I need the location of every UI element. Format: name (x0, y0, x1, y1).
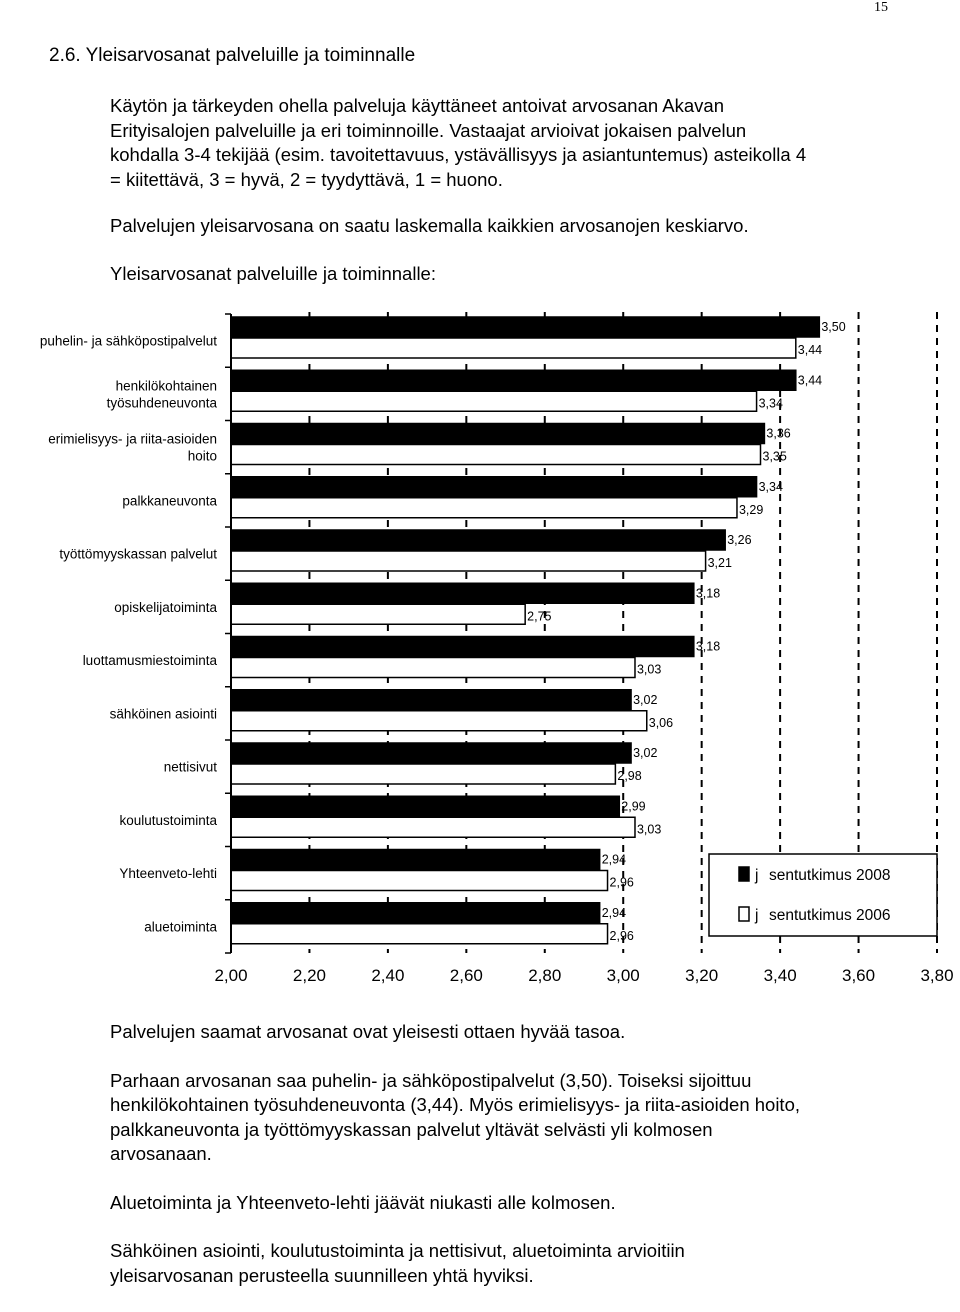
category-label: työttömyyskassan palvelut (59, 546, 217, 562)
x-tick-label: 2,60 (449, 966, 483, 985)
data-label: 3,03 (636, 662, 662, 677)
bar-2006 (231, 445, 761, 465)
legend-marker: j (755, 907, 759, 924)
category-label: opiskelijatoiminta (114, 599, 217, 615)
data-label: 3,21 (707, 556, 732, 570)
bar-2006 (231, 338, 796, 358)
bar-2008 (231, 903, 600, 923)
x-tick-label: 2,80 (528, 966, 562, 985)
data-label: 3,29 (738, 502, 764, 517)
x-tick-label: 2,40 (371, 966, 405, 985)
category-label: hoito (187, 448, 217, 464)
bar-2008 (231, 583, 694, 603)
bar-2008 (231, 637, 694, 657)
data-label: 3,34 (758, 396, 783, 411)
x-tick-label: 2,20 (292, 966, 326, 985)
conclusion-line: Palvelujen saamat arvosanat ovat yleisesti ottaen hyvää tasoa. (110, 1021, 626, 1042)
category-label: nettisivut (163, 759, 217, 775)
data-label: 2,96 (609, 928, 634, 943)
conclusion-paragraph (110, 1191, 910, 1216)
data-label: 2,99 (621, 799, 646, 814)
bar-2006 (231, 658, 635, 678)
legend-swatch (739, 867, 749, 881)
data-label: 3,03 (636, 822, 662, 837)
category-label: erimielisyys- ja riita-asioiden (48, 431, 217, 447)
conclusion-line: Aluetoiminta ja Yhteenveto-lehti jäävät niukasti alle kolmosen. (110, 1191, 616, 1213)
bar-2006 (231, 764, 615, 784)
legend-label: sentutkimus 2008 (769, 867, 891, 884)
category-label: Yhteenveto-lehti (119, 866, 217, 882)
bar-2008 (231, 796, 619, 816)
data-label: 3,18 (695, 639, 721, 654)
x-tick-label: 3,40 (763, 966, 797, 985)
category-label: sähköinen asiointi (109, 706, 217, 722)
conclusion-paragraph (110, 1239, 910, 1288)
intro-line: = kiitettävä, 3 = hyvä, 2 = tyydyttävä, 1 = huono. (110, 168, 503, 190)
bar-2006 (231, 924, 608, 944)
intro-line: Erityisalojen palveluille ja eri toiminnoille. Vastaajat arvioivat jokaisen palvelun (110, 119, 747, 141)
conclusion-line: Parhaan arvosanan saa puhelin- ja sähköpostipalvelut (3,50). Toiseksi sijoittuu (110, 1069, 752, 1091)
data-label: 2,98 (617, 769, 642, 783)
data-label: 2,94 (601, 905, 627, 920)
bar-2008 (231, 743, 631, 763)
data-label: 3,34 (758, 479, 783, 494)
conclusion-line: arvosanaan. (110, 1143, 212, 1164)
data-label: 2,94 (601, 852, 627, 867)
conclusion-line: Sähköinen asiointi, koulutustoiminta ja nettisivut, aluetoiminta arvioitiin (110, 1240, 685, 1261)
section-heading: 2.6. Yleisarvosanat palveluille ja toiminnalle (49, 45, 416, 66)
category-label: aluetoiminta (144, 919, 217, 935)
category-label: palkkaneuvonta (122, 493, 217, 509)
x-tick-label: 3,60 (842, 966, 876, 985)
legend-marker: j (755, 867, 759, 884)
bar-2008 (231, 424, 764, 444)
data-label: 3,44 (797, 343, 823, 357)
conclusions (110, 1020, 910, 1312)
data-label: 3,02 (633, 692, 658, 707)
data-label: 3,02 (633, 746, 658, 760)
page-number: 15 (874, 0, 888, 15)
x-tick-label: 3,00 (606, 966, 640, 985)
data-label: 2,75 (527, 609, 552, 624)
conclusion-line: palkkaneuvonta ja työttömyyskassan palvelut yltävät selvästi yli kolmosen (110, 1118, 713, 1140)
legend-swatch (739, 907, 749, 921)
bar-2006 (231, 551, 706, 571)
bar-2008 (231, 370, 796, 390)
bar-2008 (231, 317, 819, 337)
intro-line: Käytön ja tärkeyden ohella palveluja käyttäneet antoivat arvosanan Akavan (110, 95, 724, 116)
data-label: 3,35 (762, 449, 787, 464)
data-label: 3,26 (727, 533, 752, 547)
category-label: henkilökohtainen (115, 378, 217, 394)
x-tick-label: 3,80 (920, 966, 954, 985)
bar-2006 (231, 604, 525, 624)
data-label: 3,36 (766, 426, 791, 441)
intro-paragraph (110, 94, 910, 192)
bar-2008 (231, 530, 725, 550)
data-label: 3,06 (648, 715, 674, 730)
bar-2006 (231, 871, 608, 891)
method-text: Palvelujen yleisarvosana on saatu laskemalla kaikkien arvosanojen keskiarvo. (110, 215, 749, 236)
data-label: 3,44 (797, 373, 823, 388)
conclusion-line: yleisarvosanan perusteella suunnilleen yhtä hyviksi. (110, 1264, 534, 1286)
bar-2008 (231, 690, 631, 710)
intro-line: kohdalla 3-4 tekijää (esim. tavoitettavuus, ystävällisyys ja asiantuntemus) asteikolla 4 (110, 144, 807, 165)
data-label: 3,50 (821, 320, 846, 334)
category-label: koulutustoiminta (119, 812, 217, 828)
bar-2008 (231, 477, 757, 497)
chart-heading: Yleisarvosanat palveluille ja toiminnalle: (110, 263, 436, 284)
category-label: puhelin- ja sähköpostipalvelut (39, 333, 217, 349)
data-label: 2,96 (609, 875, 634, 890)
bar-chart (0, 296, 960, 996)
bar-2006 (231, 391, 757, 411)
bar-2006 (231, 817, 635, 837)
category-label: työsuhdeneuvonta (106, 395, 217, 411)
conclusion-paragraph (110, 1069, 910, 1167)
x-tick-label: 2,00 (214, 966, 248, 985)
x-tick-label: 3,20 (685, 966, 719, 985)
conclusion-line: henkilökohtainen työsuhdeneuvonta (3,44). Myös erimielisyys- ja riita-asioiden hoito, (110, 1094, 801, 1115)
data-label: 3,18 (695, 586, 721, 601)
bar-2006 (231, 498, 737, 518)
conclusion-paragraph (110, 1020, 910, 1045)
category-label: luottamusmiestoiminta (82, 653, 217, 669)
bar-2006 (231, 711, 647, 731)
legend-label: sentutkimus 2006 (769, 907, 891, 924)
bar-2008 (231, 850, 600, 870)
